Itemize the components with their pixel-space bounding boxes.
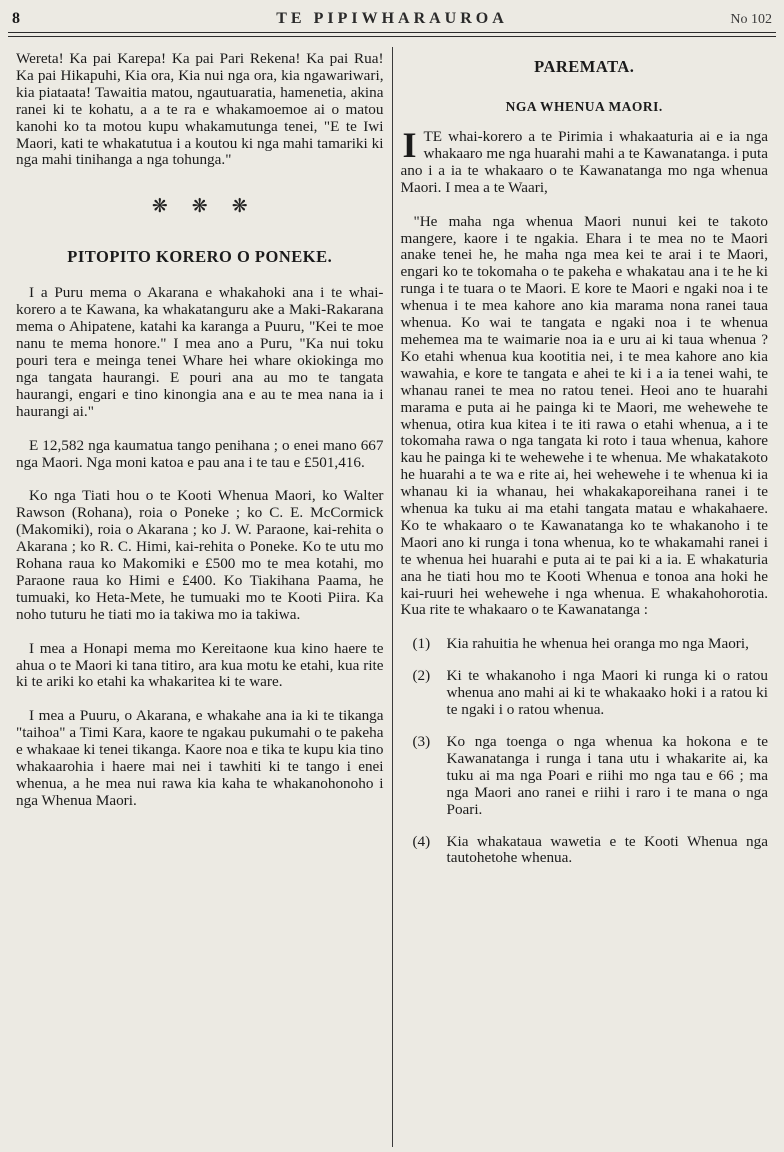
quote-paragraph: "He maha nga whenua Maori nunui kei te takoto mangere, kaore i te ngakia. Ehara i te mea no te Maori anake tenei he, he maha nga mea kei te arai i te Maori, engari ko te tokomaha o te pakeha e whakatau ana i te he ki runga i te tuara o te Maori. E kore te Maori e ngaki noa i te whenua i te mea kahore ano kia marama nona ranei taua whenua. Ko wai te tangata e ngaki noa i te whenua mehemea ma te waimarie noa ia e uru ai ki taua whenua ? Ko etahi whenua kua kootitia nei, i te mea kahore ano kia wawahia, e kore te tangata e ahei te ki i a ia tenei wahi, te whanau ranei te mea no ratou tenei. Heoi ano te huarahi marama e puta ai he painga ki te Maori, me wehewehe te whenua, otira kua kitea i te iti rawa o etahi whenua, a i te tokomaha rawa o nga tangata ki roto i taua whenua, kahore kau he painga ki te wehewehe i te whenua. Me whakatakoto he huarahi a te wa e rite ai, hei wehewehe i te whenua ki ia whanau ki ia whanau, hei whakakaporeihana ranei i te whenua ka tuku ai ma etahi tangata matau e whakahaere. Ko te whakaaro o te Kawanatanga ko te whakanoho i te Maori ano ki runga i tona whenua, ko te whakamahi ranei i te whenua hei huarahi e puta ai te pai ki a ia. E whakaturia ana he tiati hou mo te Kooti Whenua e tonoa ana hoki he kai-ruuri hei wehewehe i nga whenua. E whakahohorotia. Kua rite te whakaaro o te Kawanatanga : [400, 212, 768, 619]
list-item-number: (4) [412, 832, 431, 850]
ornament-rosettes: ❋ ❋ ❋ [151, 195, 248, 218]
left-column [8, 47, 392, 1147]
paragraph: I a Puru mema o Akarana e whakahoki ana i te whai-korero a te Kawana, ka whakatanguru ake a Maki-Rakarana mema o Ahipatene, katahi ka karanga a Puuru, "Kei te moe nanu te mema honore." I mea ano a Puru, "Ka nui toku pouri tera e meinga tenei Whare hei whare okiokinga mo nga tangata haurangi. E pouri ana au mo te tangata haurangi, engari e tino kinongia ana e au te mea nana ia i haurangi ai." [16, 284, 384, 420]
list-item-text: Ko nga toenga o nga whenua ka hokona e te Kawanatanga i runga i tana utu i whakarite ai, ka tuku ai ma nga Poari e riihi mo nga tau e 66 ; ma nga Maori ano ranei e riihi i raro i te mana o nga Poari. [446, 733, 768, 818]
right-column [393, 47, 777, 1147]
paragraph: E 12,582 nga kaumatua tango penihana ; o enei mano 667 nga Maori. Nga moni katoa e pau ana i te tau e £501,416. [16, 436, 384, 471]
paragraph: Ko nga Tiati hou o te Kooti Whenua Maori, ko Walter Rawson (Rohana), roia o Poneke ; ko C. E. McCormick (Makomiki), roia o Akarana ; ko J. W. Paraone, kai-rehita o Akarana ; ko R. C. Himi, kai-rehita o Poneke. Ko te utu mo Rohana raua ko Makomiki e £500 mo te mea kotahi, mo Paraone raua ko Himi e £400. Ko Tiakihana Paama, he tumuaki, ko Heta-Mete, he tumuaki mo te Kooti Piira. Ka noho tuturu he tiati mo ia takiwa mo ia takiwa. [16, 487, 384, 623]
numbered-list [401, 636, 769, 867]
list-item [401, 668, 769, 719]
article-columns [8, 47, 776, 1147]
list-item-number: (2) [412, 667, 431, 685]
list-item-number: (3) [412, 733, 431, 750]
drop-cap: I [402, 125, 417, 165]
list-item-text: Kia whakataua wawetia e te Kooti Whenua nga tautohetohe whenua. [446, 832, 768, 867]
lead-paragraph [400, 125, 769, 197]
list-item-text: Ki te whakanoho i nga Maori ki runga ki o ratou whenua ano mahi ai ki te whakaako hoki i a ratou ki te ngaki i o ratou whenua. [446, 667, 768, 719]
section-title-paremata: PAREMATA. [534, 57, 635, 76]
list-item-number: (1) [412, 635, 431, 653]
header-rule [8, 32, 776, 37]
intro-paragraph: Wereta! Ka pai Karepa! Ka pai Pari Rekena! Ka pai Rua! Ka pai Hikapuhi, Kia ora, Kia nui nga ora, kia ngawariwari, kia piataata! Tawaitia matou, ngautuaratia, hamenetia, akina ranei ki te kohatu, a a te ra e whakamoemoe ai o matou kanohi ko ta motou kupu whakamutunga tenei, "E te Iwi Maori, kati te whakatutua i a koutou ki nga mahi tamariki ki nga mahi tinihanga a nga tohunga." [16, 50, 384, 169]
masthead-title: TE PIPIWHARAUROA [276, 10, 508, 27]
page-number: 8 [12, 10, 20, 27]
subsection-title-whenua: NGA WHENUA MAORI. [505, 99, 663, 114]
page-header [8, 8, 776, 32]
lead-paragraph-text: TE whai-korero a te Pirimia i whakaaturia ai e ia nga whakaaro me nga huarahi mahi a te Kawanatanga. i puta ano i a ia te whakaaro o te Kawanatanga mo nga whenua Maori. I mea a te Waari, [400, 128, 768, 196]
issue-number: No 102 [730, 12, 772, 27]
paragraph: I mea a Honapi mema mo Kereitaone kua kino haere te ahua o te Maori ki tana titiro, ara kua motu ke etahi, kua rite ki te ariki ko etahi ka whakaritea ki te ware. [16, 639, 384, 691]
section-title-poneke: PITOPITO KORERO O PONEKE. [67, 247, 333, 267]
list-item-text: Kia rahuitia he whenua hei oranga mo nga Maori, [446, 635, 749, 653]
list-item [401, 734, 769, 819]
paragraph: I mea a Puuru, o Akarana, e whakahe ana ia ki te tikanga "taihoa" a Timi Kara, kaore te ngakau pukumahi o te pakeha e whakaae ki tenei tikanga. Kaore noa e tika te kupu kia tino whakaarohia i haere mai nei i tawhiti ki te tango i enei whenua, a he mea nui rawa kia kaha te whakanohonoho i nga Whenua Maori. [16, 707, 384, 809]
list-item [401, 636, 769, 653]
list-item [401, 834, 769, 868]
